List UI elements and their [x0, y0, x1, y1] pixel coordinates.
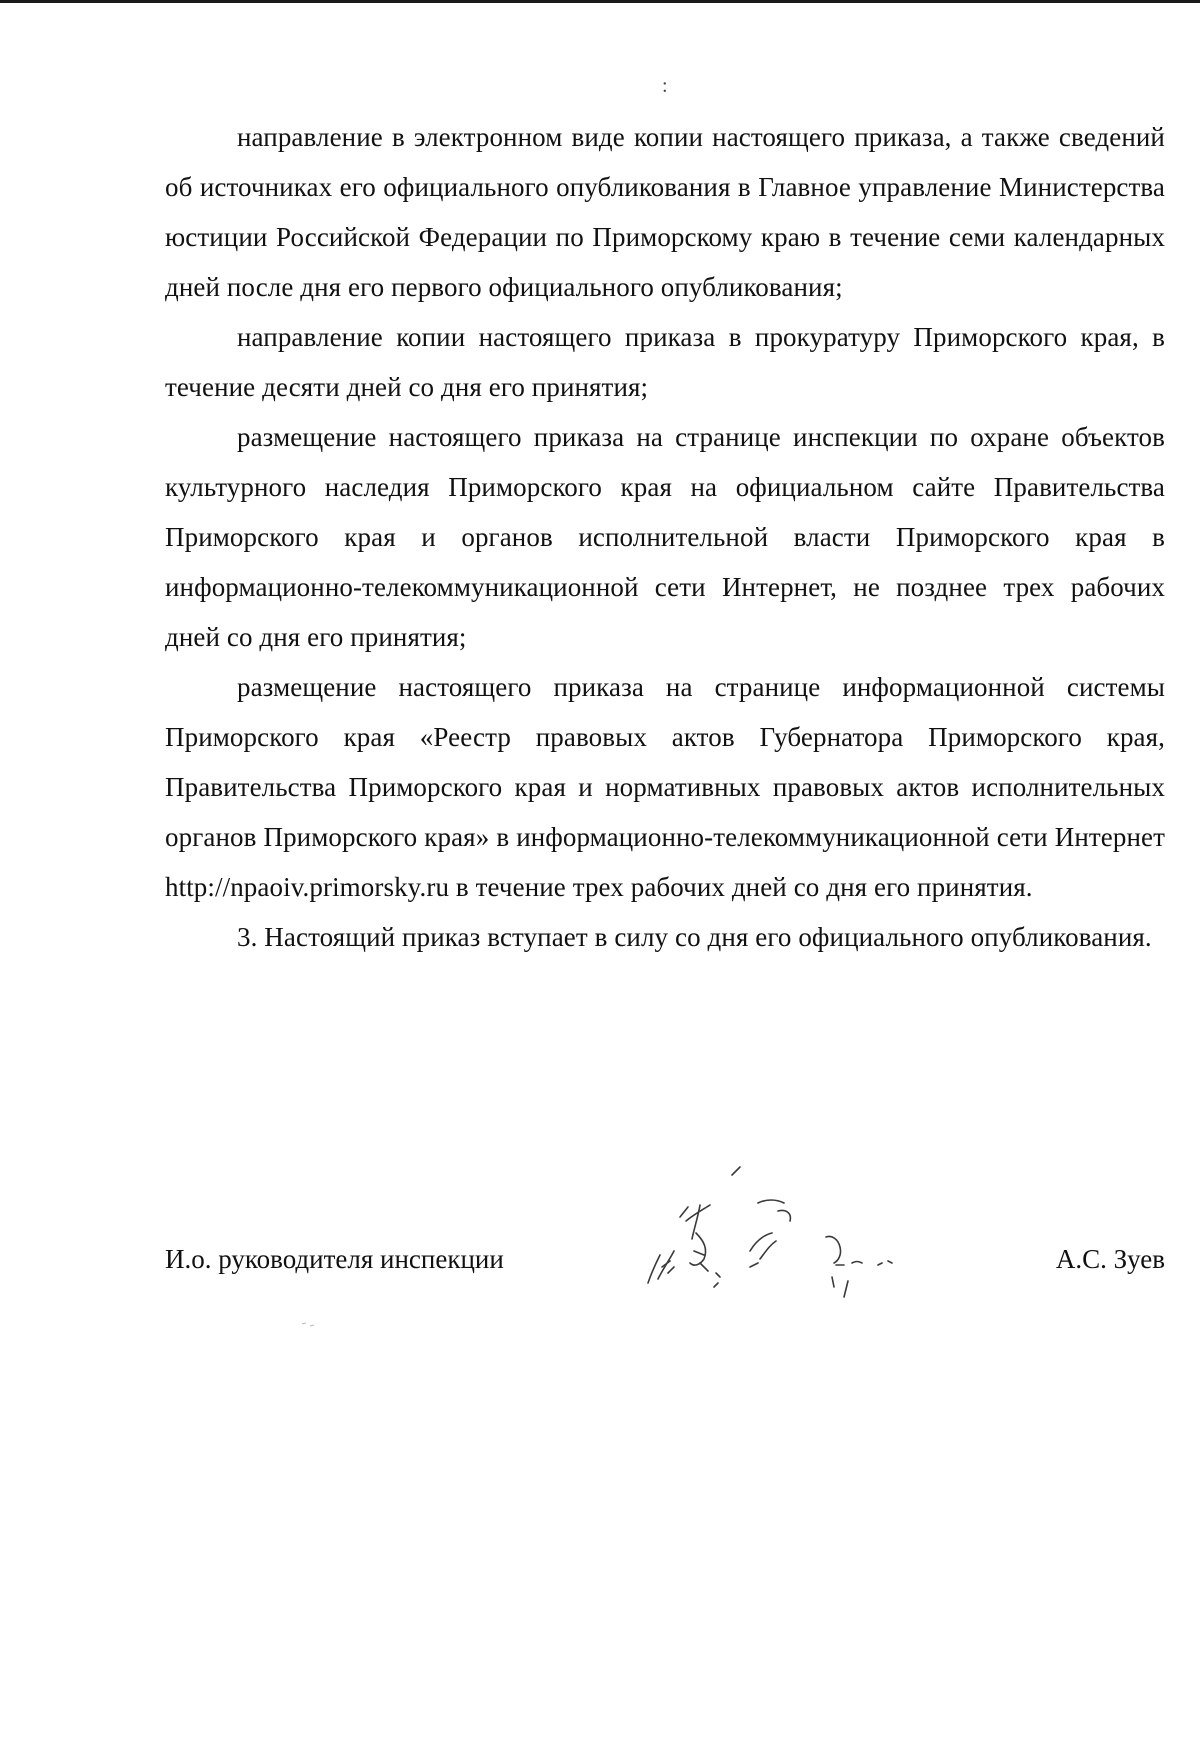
- scan-speck: [300, 1320, 320, 1330]
- document-body: [165, 112, 1165, 962]
- handwritten-signature: [600, 1155, 940, 1325]
- paragraph-send-copy-prosecutor: направление копии настоящего приказа в прокуратуру Приморского края, в течение десяти дней со дня его принятия;: [165, 322, 1165, 402]
- signatory-name: А.С. Зуев: [1055, 1244, 1165, 1274]
- paragraph-entry-into-force: 3. Настоящий приказ вступает в силу со дня его официального опубликования.: [237, 922, 1152, 952]
- paragraph-publish-inspection-page: размещение настоящего приказа на странице инспекции по охране объектов культурного наследия Приморского края на официальном сайте Правительства Приморского края и органов исполнительной власти Приморского края в информационно-телекоммуникационной сети Интернет, не позднее трех рабочих дней со дня его принятия;: [165, 422, 1165, 652]
- paragraph-publish-registry: размещение настоящего приказа на странице информационной системы Приморского края «Реестр правовых актов Губернатора Приморского края, Правительства Приморского края и нормативных правовых актов исполнительных органов Приморского края» в информационно-телекоммуникационной сети Интернет http://npaoiv.primorsky.ru в течение трех рабочих дней со дня его принятия.: [165, 672, 1165, 902]
- paragraph-send-copy-ministry: направление в электронном виде копии настоящего приказа, а также сведений об источниках его официального опубликования в Главное управление Министерства юстиции Российской Федерации по Приморскому краю в течение семи календарных дней после дня его первого официального опубликования;: [165, 122, 1165, 302]
- page-number-mark: :: [662, 75, 668, 97]
- signatory-title: И.о. руководителя инспекции: [165, 1244, 504, 1274]
- top-scan-border: [0, 0, 1200, 3]
